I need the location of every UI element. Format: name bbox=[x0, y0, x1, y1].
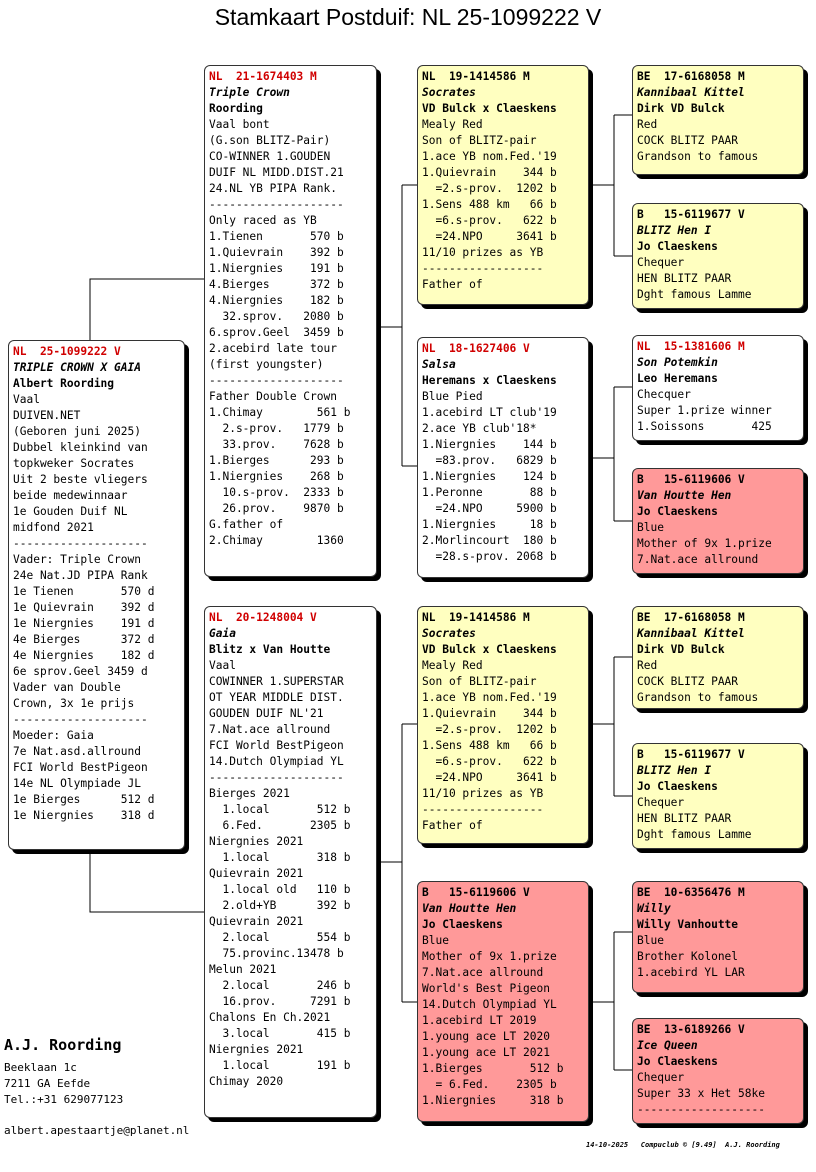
pedigree-line: 1.Chimay 561 b bbox=[209, 406, 351, 419]
pedigree-line: FCI World BestPigeon bbox=[209, 739, 344, 752]
pedigree-line: 14.Dutch Olympiad YL bbox=[422, 998, 557, 1011]
pedigree-line: 1.Quievrain 344 b bbox=[422, 166, 557, 179]
breeder-name: A.J. Roording bbox=[4, 1036, 122, 1054]
breeder-block bbox=[4, 1036, 123, 1108]
pedigree-line: 1e Gouden Duif NL bbox=[13, 505, 128, 518]
pedigree-line: Uit 2 beste vliegers bbox=[13, 473, 148, 486]
pedigree-line: =83.prov. 6829 b bbox=[422, 454, 557, 467]
pigeon-card-dss bbox=[632, 606, 804, 709]
pedigree-line: Vader: Triple Crown bbox=[13, 553, 141, 566]
pedigree-line: Grandson to famous bbox=[637, 691, 759, 704]
pedigree-line: 4.Bierges 372 b bbox=[209, 278, 344, 291]
pedigree-line: 1.Peronne 88 b bbox=[422, 486, 557, 499]
pedigree-line: 2.Chimay 1360 bbox=[209, 534, 344, 547]
pedigree-line: 2.local 554 b bbox=[209, 931, 351, 944]
pedigree-line: Vaal bont bbox=[209, 118, 270, 131]
pigeon-name: Kannibaal Kittel bbox=[637, 86, 745, 99]
pedigree-line: 1.Niergnies 144 b bbox=[422, 438, 557, 451]
pigeon-card-sd bbox=[417, 337, 589, 578]
pedigree-line: Mother of 9x 1.prize bbox=[637, 537, 772, 550]
pedigree-line: Dubbel kleinkind van bbox=[13, 441, 148, 454]
pedigree-line: HEN BLITZ PAAR bbox=[637, 812, 732, 825]
pigeon-name: BLITZ Hen I bbox=[637, 224, 712, 237]
pedigree-line: Vaal bbox=[13, 393, 40, 406]
pigeon-name: Salsa bbox=[422, 358, 456, 371]
pedigree-line: 6.Fed. 2305 b bbox=[209, 819, 351, 832]
pedigree-line: topkweker Socrates bbox=[13, 457, 135, 470]
pedigree-line: 1.Soissons 425 bbox=[637, 420, 772, 433]
pedigree-line: 1.local 318 b bbox=[209, 851, 351, 864]
pigeon-name: Socrates bbox=[422, 86, 476, 99]
pedigree-line: FCI World BestPigeon bbox=[13, 761, 148, 774]
pedigree-line: 2.Morlincourt 180 b bbox=[422, 534, 557, 547]
pedigree-line: 7.Nat.ace allround bbox=[209, 723, 331, 736]
pedigree-line: DUIVEN.NET bbox=[13, 409, 81, 422]
pedigree-line: Checquer bbox=[637, 388, 691, 401]
pedigree-line: =6.s-prov. 622 b bbox=[422, 214, 557, 227]
breeder-address-line: Beeklaan 1c bbox=[4, 1061, 77, 1074]
pedigree-line: 10.s-prov. 2333 b bbox=[209, 486, 344, 499]
pedigree-line: Bierges 2021 bbox=[209, 787, 290, 800]
pedigree-line: -------------------- bbox=[209, 374, 344, 387]
pedigree-line: 14e NL Olympiade JL bbox=[13, 777, 141, 790]
pedigree-line: -------------------- bbox=[13, 537, 148, 550]
pedigree-line: Dght famous Lamme bbox=[637, 828, 752, 841]
pedigree-line: 2.acebird late tour bbox=[209, 342, 337, 355]
pedigree-line: 6.sprov.Geel 3459 b bbox=[209, 326, 344, 339]
pedigree-line: DUIF NL MIDD.DIST.21 bbox=[209, 166, 344, 179]
pedigree-line: Father Double Crown bbox=[209, 390, 337, 403]
pedigree-line: Father of bbox=[422, 278, 483, 291]
pedigree-line: (Geboren juni 2025) bbox=[13, 425, 141, 438]
ring-number: B 15-6119606 V bbox=[637, 473, 745, 486]
pedigree-line: Quievrain 2021 bbox=[209, 867, 304, 880]
pedigree-line: World's Best Pigeon bbox=[422, 982, 550, 995]
pedigree-line: 24.NL YB PIPA Rank. bbox=[209, 182, 337, 195]
pedigree-line: 1.acebird LT club'19 bbox=[422, 406, 557, 419]
pigeon-name: TRIPLE CROWN X GAIA bbox=[13, 361, 141, 374]
ring-number: BE 17-6168058 M bbox=[637, 611, 745, 624]
pigeon-card-dds bbox=[632, 881, 804, 993]
pedigree-line: =24.NPO 3641 b bbox=[422, 230, 557, 243]
pedigree-line: 4e Niergnies 182 d bbox=[13, 649, 155, 662]
pigeon-card-dd bbox=[417, 881, 589, 1122]
pedigree-line: = 6.Fed. 2305 b bbox=[422, 1078, 557, 1091]
breeder-owner: VD Bulck x Claeskens bbox=[422, 102, 557, 115]
pedigree-line: 1.Niergnies 268 b bbox=[209, 470, 344, 483]
pedigree-line: 7e Nat.asd.allround bbox=[13, 745, 141, 758]
pedigree-line: ------------------- bbox=[637, 1103, 765, 1116]
pedigree-line: 1.young ace LT 2020 bbox=[422, 1030, 550, 1043]
pedigree-line: 32.sprov. 2080 b bbox=[209, 310, 344, 323]
pigeon-name: BLITZ Hen I bbox=[637, 764, 712, 777]
pedigree-line: =6.s-prov. 622 b bbox=[422, 755, 557, 768]
ring-number: B 15-6119606 V bbox=[422, 886, 530, 899]
breeder-phone: Tel.:+31 629077123 bbox=[4, 1093, 124, 1106]
pedigree-line: Dght famous Lamme bbox=[637, 288, 752, 301]
pigeon-name: Van Houtte Hen bbox=[422, 902, 517, 915]
pedigree-line: Blue Pied bbox=[422, 390, 483, 403]
pedigree-line: 1e Tienen 570 d bbox=[13, 585, 155, 598]
pigeon-card-sds bbox=[632, 335, 804, 441]
pedigree-line: 1.young ace LT 2021 bbox=[422, 1046, 550, 1059]
pedigree-line: 7.Nat.ace allround bbox=[422, 966, 544, 979]
pedigree-line: Grandson to famous bbox=[637, 150, 759, 163]
pedigree-line: midfond 2021 bbox=[13, 521, 94, 534]
ring-number: BE 13-6189266 V bbox=[637, 1023, 745, 1036]
pedigree-line: Blue bbox=[637, 521, 664, 534]
breeder-owner: Dirk VD Bulck bbox=[637, 643, 725, 656]
pigeon-card-ssd bbox=[632, 203, 804, 309]
pigeon-name: Kannibaal Kittel bbox=[637, 627, 745, 640]
pedigree-line: 1.Quievrain 344 b bbox=[422, 707, 557, 720]
pedigree-line: Niergnies 2021 bbox=[209, 835, 304, 848]
pigeon-name: Willy bbox=[637, 902, 671, 915]
pedigree-line: Mealy Red bbox=[422, 118, 483, 131]
pedigree-line: COWINNER 1.SUPERSTAR bbox=[209, 675, 344, 688]
pedigree-line: 1.local 512 b bbox=[209, 803, 351, 816]
breeder-address-line: 7211 GA Eefde bbox=[4, 1077, 91, 1090]
pigeon-card-sdd bbox=[632, 468, 804, 574]
pedigree-line: 1e Niergnies 318 d bbox=[13, 809, 155, 822]
pedigree-line: 4e Bierges 372 d bbox=[13, 633, 155, 646]
pedigree-line: Red bbox=[637, 659, 658, 672]
pedigree-line: 14.Dutch Olympiad YL bbox=[209, 755, 344, 768]
breeder-owner: Jo Claeskens bbox=[637, 505, 718, 518]
pedigree-line: Mealy Red bbox=[422, 659, 483, 672]
pedigree-line: -------------------- bbox=[209, 198, 344, 211]
ring-number: BE 17-6168058 M bbox=[637, 70, 745, 83]
pigeon-name: Ice Queen bbox=[637, 1039, 698, 1052]
pedigree-line: Father of bbox=[422, 819, 483, 832]
pedigree-line: 11/10 prizes as YB bbox=[422, 787, 544, 800]
ring-number: BE 10-6356476 M bbox=[637, 886, 745, 899]
pedigree-line: 2.s-prov. 1779 b bbox=[209, 422, 344, 435]
breeder-owner: Albert Roording bbox=[13, 377, 115, 390]
pedigree-line: COCK BLITZ PAAR bbox=[637, 134, 739, 147]
pedigree-line: 1.acebird LT 2019 bbox=[422, 1014, 537, 1027]
pigeon-card-sire bbox=[204, 65, 377, 577]
pedigree-line: 3.local 415 b bbox=[209, 1027, 351, 1040]
pedigree-line: Son of BLITZ-pair bbox=[422, 675, 537, 688]
pedigree-line: Niergnies 2021 bbox=[209, 1043, 304, 1056]
pedigree-line: ------------------ bbox=[422, 803, 544, 816]
pedigree-line: COCK BLITZ PAAR bbox=[637, 675, 739, 688]
pigeon-card-ddd bbox=[632, 1018, 804, 1124]
pedigree-line: 1.Niergnies 18 b bbox=[422, 518, 557, 531]
breeder-owner: Jo Claeskens bbox=[637, 240, 718, 253]
breeder-owner: Dirk VD Bulck bbox=[637, 102, 725, 115]
pigeon-name: Gaia bbox=[209, 627, 236, 640]
pedigree-line: HEN BLITZ PAAR bbox=[637, 272, 732, 285]
pedigree-line: Son of BLITZ-pair bbox=[422, 134, 537, 147]
pedigree-line: 2.old+YB 392 b bbox=[209, 899, 351, 912]
pedigree-line: 1e Quievrain 392 d bbox=[13, 601, 155, 614]
pedigree-line: 24e Nat.JD PIPA Rank bbox=[13, 569, 148, 582]
breeder-owner: Blitz x Van Houtte bbox=[209, 643, 331, 656]
pigeon-card-dsd bbox=[632, 743, 804, 849]
pedigree-line: Chequer bbox=[637, 256, 685, 269]
pedigree-line: Crown, 3x 1e prijs bbox=[13, 697, 135, 710]
pedigree-line: 7.Nat.ace allround bbox=[637, 553, 759, 566]
pedigree-line: Super 33 x Het 58ke bbox=[637, 1087, 765, 1100]
breeder-owner: VD Bulck x Claeskens bbox=[422, 643, 557, 656]
pedigree-line: =2.s-prov. 1202 b bbox=[422, 723, 557, 736]
pedigree-line: 33.prov. 7628 b bbox=[209, 438, 344, 451]
pedigree-line: =2.s-prov. 1202 b bbox=[422, 182, 557, 195]
pedigree-line: =28.s-prov. 2068 b bbox=[422, 550, 557, 563]
ring-number: NL 20-1248004 V bbox=[209, 611, 317, 624]
pedigree-line: -------------------- bbox=[13, 713, 148, 726]
ring-number: NL 19-1414586 M bbox=[422, 611, 530, 624]
pedigree-line: OT YEAR MIDDLE DIST. bbox=[209, 691, 344, 704]
pedigree-line: 26.prov. 9870 b bbox=[209, 502, 344, 515]
ring-number: NL 25-1099222 V bbox=[13, 345, 121, 358]
pedigree-line: Melun 2021 bbox=[209, 963, 277, 976]
pedigree-line: Super 1.prize winner bbox=[637, 404, 772, 417]
pedigree-line: GOUDEN DUIF NL'21 bbox=[209, 707, 324, 720]
breeder-owner: Jo Claeskens bbox=[637, 1055, 718, 1068]
pedigree-line: 1e Niergnies 191 d bbox=[13, 617, 155, 630]
pedigree-line: Mother of 9x 1.prize bbox=[422, 950, 557, 963]
pedigree-line: Red bbox=[637, 118, 658, 131]
pigeon-name: Socrates bbox=[422, 627, 476, 640]
pedigree-line: 1.Niergnies 318 b bbox=[422, 1094, 564, 1107]
pedigree-line: -------------------- bbox=[209, 771, 344, 784]
pedigree-line: CO-WINNER 1.GOUDEN bbox=[209, 150, 331, 163]
pigeon-card-sss bbox=[632, 65, 804, 175]
pedigree-line: 1.Quievrain 392 b bbox=[209, 246, 344, 259]
ring-number: NL 18-1627406 V bbox=[422, 342, 530, 355]
pigeon-card-subject bbox=[8, 340, 185, 850]
pedigree-line: Chalons En Ch.2021 bbox=[209, 1011, 331, 1024]
breeder-owner: Willy Vanhoutte bbox=[637, 918, 739, 931]
breeder-owner: Roording bbox=[209, 102, 263, 115]
pedigree-line: 1.Sens 488 km 66 b bbox=[422, 198, 557, 211]
breeder-owner: Heremans x Claeskens bbox=[422, 374, 557, 387]
pedigree-line: 6e sprov.Geel 3459 d bbox=[13, 665, 148, 678]
pigeon-card-ds bbox=[417, 606, 589, 844]
pedigree-line: 1.local old 110 b bbox=[209, 883, 351, 896]
ring-number: NL 21-1674403 M bbox=[209, 70, 317, 83]
pedigree-line: 1e Bierges 512 d bbox=[13, 793, 155, 806]
ring-number: NL 15-1381606 M bbox=[637, 340, 745, 353]
pedigree-line: 1.local 191 b bbox=[209, 1059, 351, 1072]
pedigree-line: Moeder: Gaia bbox=[13, 729, 94, 742]
pigeon-card-dam bbox=[204, 606, 377, 1118]
pedigree-line: Vader van Double bbox=[13, 681, 121, 694]
pigeon-name: Triple Crown bbox=[209, 86, 290, 99]
pedigree-line: Blue bbox=[637, 934, 664, 947]
pedigree-line: 2.ace YB club'18* bbox=[422, 422, 537, 435]
pedigree-line: 16.prov. 7291 b bbox=[209, 995, 351, 1008]
pedigree-line: Chequer bbox=[637, 796, 685, 809]
pedigree-line: 1.ace YB nom.Fed.'19 bbox=[422, 150, 557, 163]
pigeon-name: Van Houtte Hen bbox=[637, 489, 732, 502]
pedigree-line: Quievrain 2021 bbox=[209, 915, 304, 928]
pigeon-name: Son Potemkin bbox=[637, 356, 718, 369]
pedigree-line: Brother Kolonel bbox=[637, 950, 739, 963]
pedigree-line: Chequer bbox=[637, 1071, 685, 1084]
pedigree-line: beide medewinnaar bbox=[13, 489, 128, 502]
pedigree-line: =24.NPO 5900 b bbox=[422, 502, 557, 515]
pedigree-line: (first youngster) bbox=[209, 358, 324, 371]
pedigree-line: 11/10 prizes as YB bbox=[422, 246, 544, 259]
breeder-owner: Jo Claeskens bbox=[422, 918, 503, 931]
pedigree-line: 4.Niergnies 182 b bbox=[209, 294, 344, 307]
pedigree-line: 2.local 246 b bbox=[209, 979, 351, 992]
pedigree-line: 75.provinc.13478 b bbox=[209, 947, 344, 960]
pedigree-line: 1.Bierges 512 b bbox=[422, 1062, 564, 1075]
pedigree-line: =24.NPO 3641 b bbox=[422, 771, 557, 784]
ring-number: B 15-6119677 V bbox=[637, 208, 745, 221]
pedigree-line: 1.acebird YL LAR bbox=[637, 966, 745, 979]
breeder-email: albert.apestaartje@planet.nl bbox=[4, 1124, 190, 1137]
breeder-owner: Jo Claeskens bbox=[637, 780, 718, 793]
pigeon-card-ss bbox=[417, 65, 589, 305]
pedigree-line: 1.Niergnies 191 b bbox=[209, 262, 344, 275]
pedigree-line: 1.Tienen 570 b bbox=[209, 230, 344, 243]
pedigree-line: 1.Bierges 293 b bbox=[209, 454, 344, 467]
pedigree-line: 1.ace YB nom.Fed.'19 bbox=[422, 691, 557, 704]
pedigree-line: Blue bbox=[422, 934, 449, 947]
pedigree-line: 1.Niergnies 124 b bbox=[422, 470, 557, 483]
ring-number: B 15-6119677 V bbox=[637, 748, 745, 761]
ring-number: NL 19-1414586 M bbox=[422, 70, 530, 83]
page-title: Stamkaart Postduif: NL 25-1099222 V bbox=[214, 4, 602, 30]
pedigree-line: Only raced as YB bbox=[209, 214, 317, 227]
footer-credit: 14-10-2025 Compuclub © [9.49] A.J. Roording bbox=[586, 1141, 780, 1149]
pedigree-line: 1.Sens 488 km 66 b bbox=[422, 739, 557, 752]
pedigree-line: Vaal bbox=[209, 659, 236, 672]
pedigree-line: G.father of bbox=[209, 518, 284, 531]
pedigree-line: ------------------ bbox=[422, 262, 544, 275]
pedigree-line: Chimay 2020 bbox=[209, 1075, 284, 1088]
breeder-owner: Leo Heremans bbox=[637, 372, 718, 385]
pedigree-line: (G.son BLITZ-Pair) bbox=[209, 134, 331, 147]
